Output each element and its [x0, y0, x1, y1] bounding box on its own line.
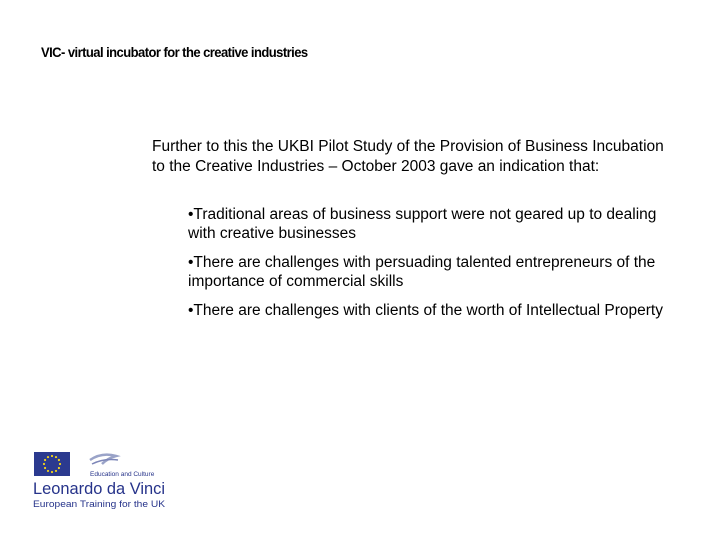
- bullet-item: •Traditional areas of business support were not geared up to dealing with creative businesses: [188, 206, 657, 242]
- eu-star-icon: [47, 456, 49, 458]
- eu-star-icon: [58, 459, 60, 461]
- bullet-list: [188, 205, 688, 330]
- swoosh-icon: [90, 455, 118, 464]
- eu-star-icon: [58, 467, 60, 469]
- eu-star-icon: [51, 471, 53, 473]
- logo-name: Leonardo da Vinci: [33, 479, 165, 498]
- leonardo-da-vinci-logo: [32, 450, 172, 512]
- logo-tagline: Education and Culture: [90, 471, 155, 478]
- eu-star-icon: [43, 463, 45, 465]
- bullet-item: •There are challenges with persuading talented entrepreneurs of the importance of commercial skills: [188, 254, 656, 290]
- eu-star-icon: [55, 470, 57, 472]
- bullet-item: •There are challenges with clients of the worth of Intellectual Property: [188, 302, 663, 319]
- eu-star-icon: [44, 459, 46, 461]
- slide-title: VIC- virtual incubator for the creative industries: [41, 44, 308, 60]
- logo-subtitle: European Training for the UK: [33, 499, 165, 509]
- intro-paragraph: Further to this the UKBI Pilot Study of the Provision of Business Incubation to the Creative Industries – October 2003 gave an indication that:: [152, 138, 664, 175]
- eu-star-icon: [47, 470, 49, 472]
- eu-star-icon: [51, 455, 53, 457]
- eu-star-icon: [44, 467, 46, 469]
- eu-star-icon: [59, 463, 61, 465]
- eu-star-icon: [55, 456, 57, 458]
